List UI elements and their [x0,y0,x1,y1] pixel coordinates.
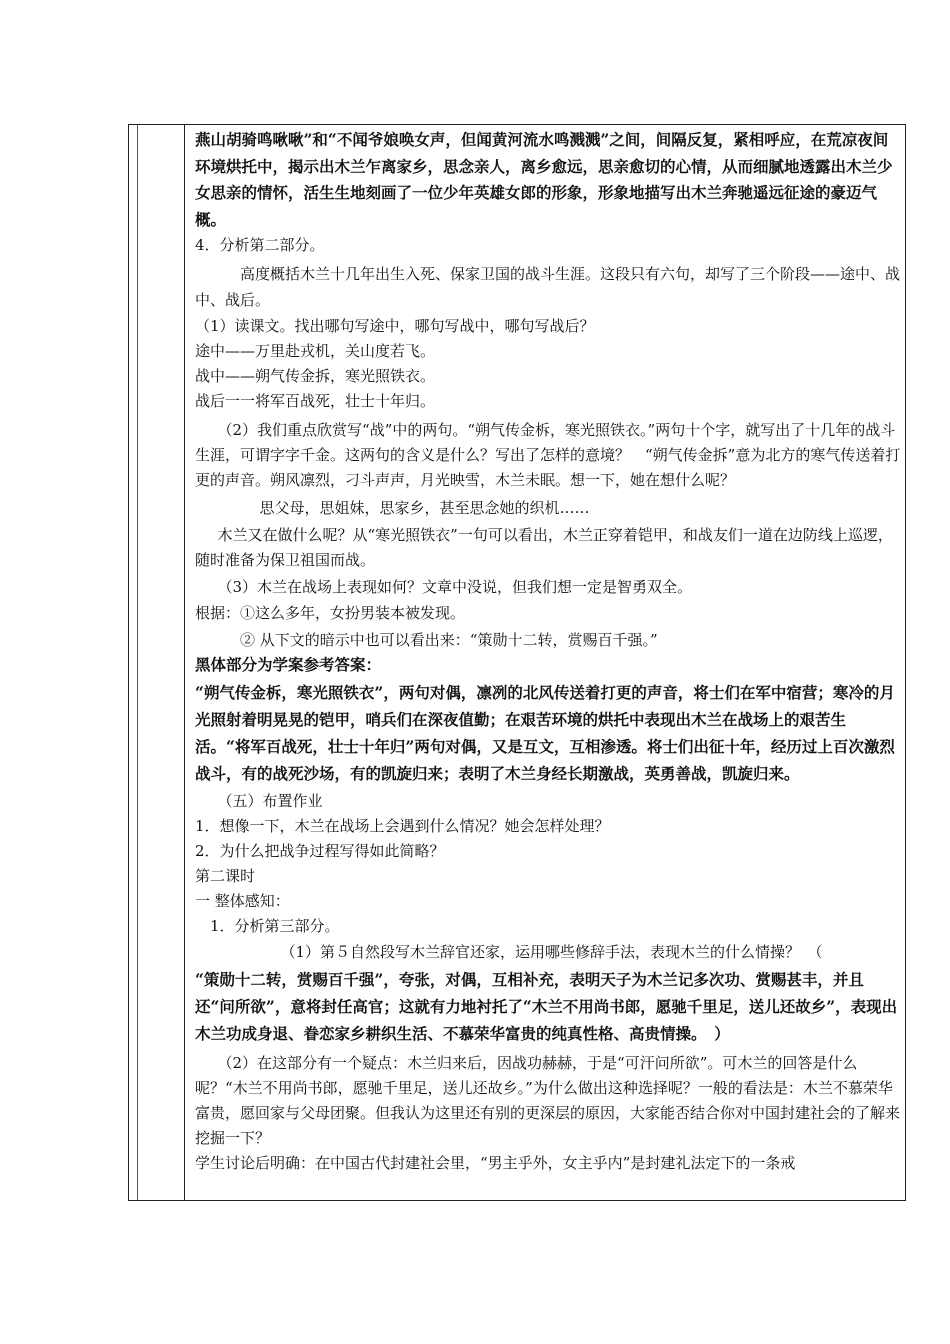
answer-paragraph-3: “策勋十二转，赏赐百千强”，夸张，对偶，互相补充，表明天子为木兰记多次功、赏赐甚丰，并且还“问所欲”，意将封任高官；这就有力地衬托了“木兰不用尚书郎，愿驰千里足，送儿还故乡”，表现出木兰功成身退、眷恋家乡耕织生活、不慕荣华富贵的纯真性格、高贵情操。 ） [195,970,898,1043]
homework-heading: （五）布置作业 [217,792,323,810]
left-column-divider [135,125,138,1200]
left-column [129,125,185,1200]
basis-2: ② 从下文的暗示中也可以看出来：“策勋十二转，赏赐百千强。” [240,631,658,649]
overall-perception-heading: 一 整体感知： [195,892,290,910]
answer-note: 黑体部分为学案参考答案： [195,655,382,674]
line-on-the-way: 途中——万里赴戎机，关山度若飞。 [195,342,436,360]
lesson-table [128,124,906,1201]
question-3: （3）木兰在战场上表现如何？文章中没说，但我们想一定是智勇双全。 [217,578,693,596]
lesson-content [195,127,901,1175]
homework-1: 1．想像一下，木兰在战场上会遇到什么情况？她会怎样处理？ [195,817,610,835]
mulan-doing: 木兰又在做什么呢？从“寒光照铁衣”一句可以看出，木兰正穿着铠甲，和战友们一道在边防线上巡逻，随时准备为保卫祖国而战。 [195,526,893,569]
discussion-conclusion: 学生讨论后明确：在中国古代封建社会里，“男主乎外，女主乎内”是封建礼法定下的一条戒 [195,1154,796,1172]
part3-question-1: （1）第５自然段写木兰辞官还家，运用哪些修辞手法，表现木兰的什么情操？ （ [280,943,823,961]
section-heading-part2: 4．分析第二部分。 [195,236,325,254]
answer-paragraph-1: 燕山胡骑鸣啾啾”和“不闻爷娘唤女声，但闻黄河流水鸣溅溅”之间，间隔反复，紧相呼应，在荒凉夜间环境烘托中，揭示出木兰乍离家乡，思念亲人，离乡愈远，思亲愈切的心情，从而细腻地透露出木兰少女思亲的情怀，活生生地刻画了一位少年英雄女郎的形象，形象地描写出木兰奔驰遥远征途的豪迈气概。 [195,130,893,229]
question-1: （1）读课文。找出哪句写途中，哪句写战中，哪句写战后？ [195,317,595,335]
second-lesson-heading: 第二课时 [195,867,256,885]
paragraph-summary: 高度概括木兰十几年出生入死、保家卫国的战斗生涯。这段只有六句，却写了三个阶段——途中、战中、战后。 [195,265,901,309]
answer-paragraph-2: “朔气传金柝，寒光照铁衣”，两句对偶，凛冽的北风传送着打更的声音，将士们在军中宿营；寒冷的月光照射着明晃晃的铠甲，哨兵们在深夜值勤；在艰苦环境的烘托中表现出木兰在战场上的艰苦生活。“将军百战死，壮士十年归”两句对偶，又是互文，互相渗透。将士们出征十年，经历过上百次激烈战斗，有的战死沙场，有的凯旋归来；表明了木兰身经长期激战，英勇善战，凯旋归来。 [195,683,895,783]
basis-1: 根据：①这么多年，女扮男装本被发现。 [195,604,466,622]
line-in-battle: 战中——朔气传金拆，寒光照铁衣。 [195,367,436,385]
part3-heading: 1．分析第三部分。 [210,917,340,935]
question-2: （2）我们重点欣赏写“战”中的两句。“朔气传金柝，寒光照铁衣。”两句十个字，就写出了十几年的战斗生涯，可谓字字千金。这两句的含义是什么？写出了怎样的意境？ “朔气传金拆”意为北方的寒气传送着打更的声音。朔风凛烈，刁斗声声，月光映雪，木兰未眠。想一下，她在想什么呢？ [195,421,901,489]
line-after-battle: 战后一一将军百战死，壮士十年归。 [195,392,436,410]
part3-question-2: （2）在这部分有一个疑点：木兰归来后，因战功赫赫，于是“可汗问所欲”。可木兰的回答是什么呢？“木兰不用尚书郎，愿驰千里足，送儿还故乡。”为什么做出这种选择呢？一般的看法是：木兰不慕荣华富贵，愿回家与父母团聚。但我认为这里还有别的更深层的原因，大家能否结合你对中国封建社会的了解来挖掘一下？ [195,1054,901,1147]
homework-2: 2．为什么把战争过程写得如此简略？ [195,842,445,860]
thinking-line: 思父母，思姐妹，思家乡，甚至思念她的织机…… [259,499,590,517]
